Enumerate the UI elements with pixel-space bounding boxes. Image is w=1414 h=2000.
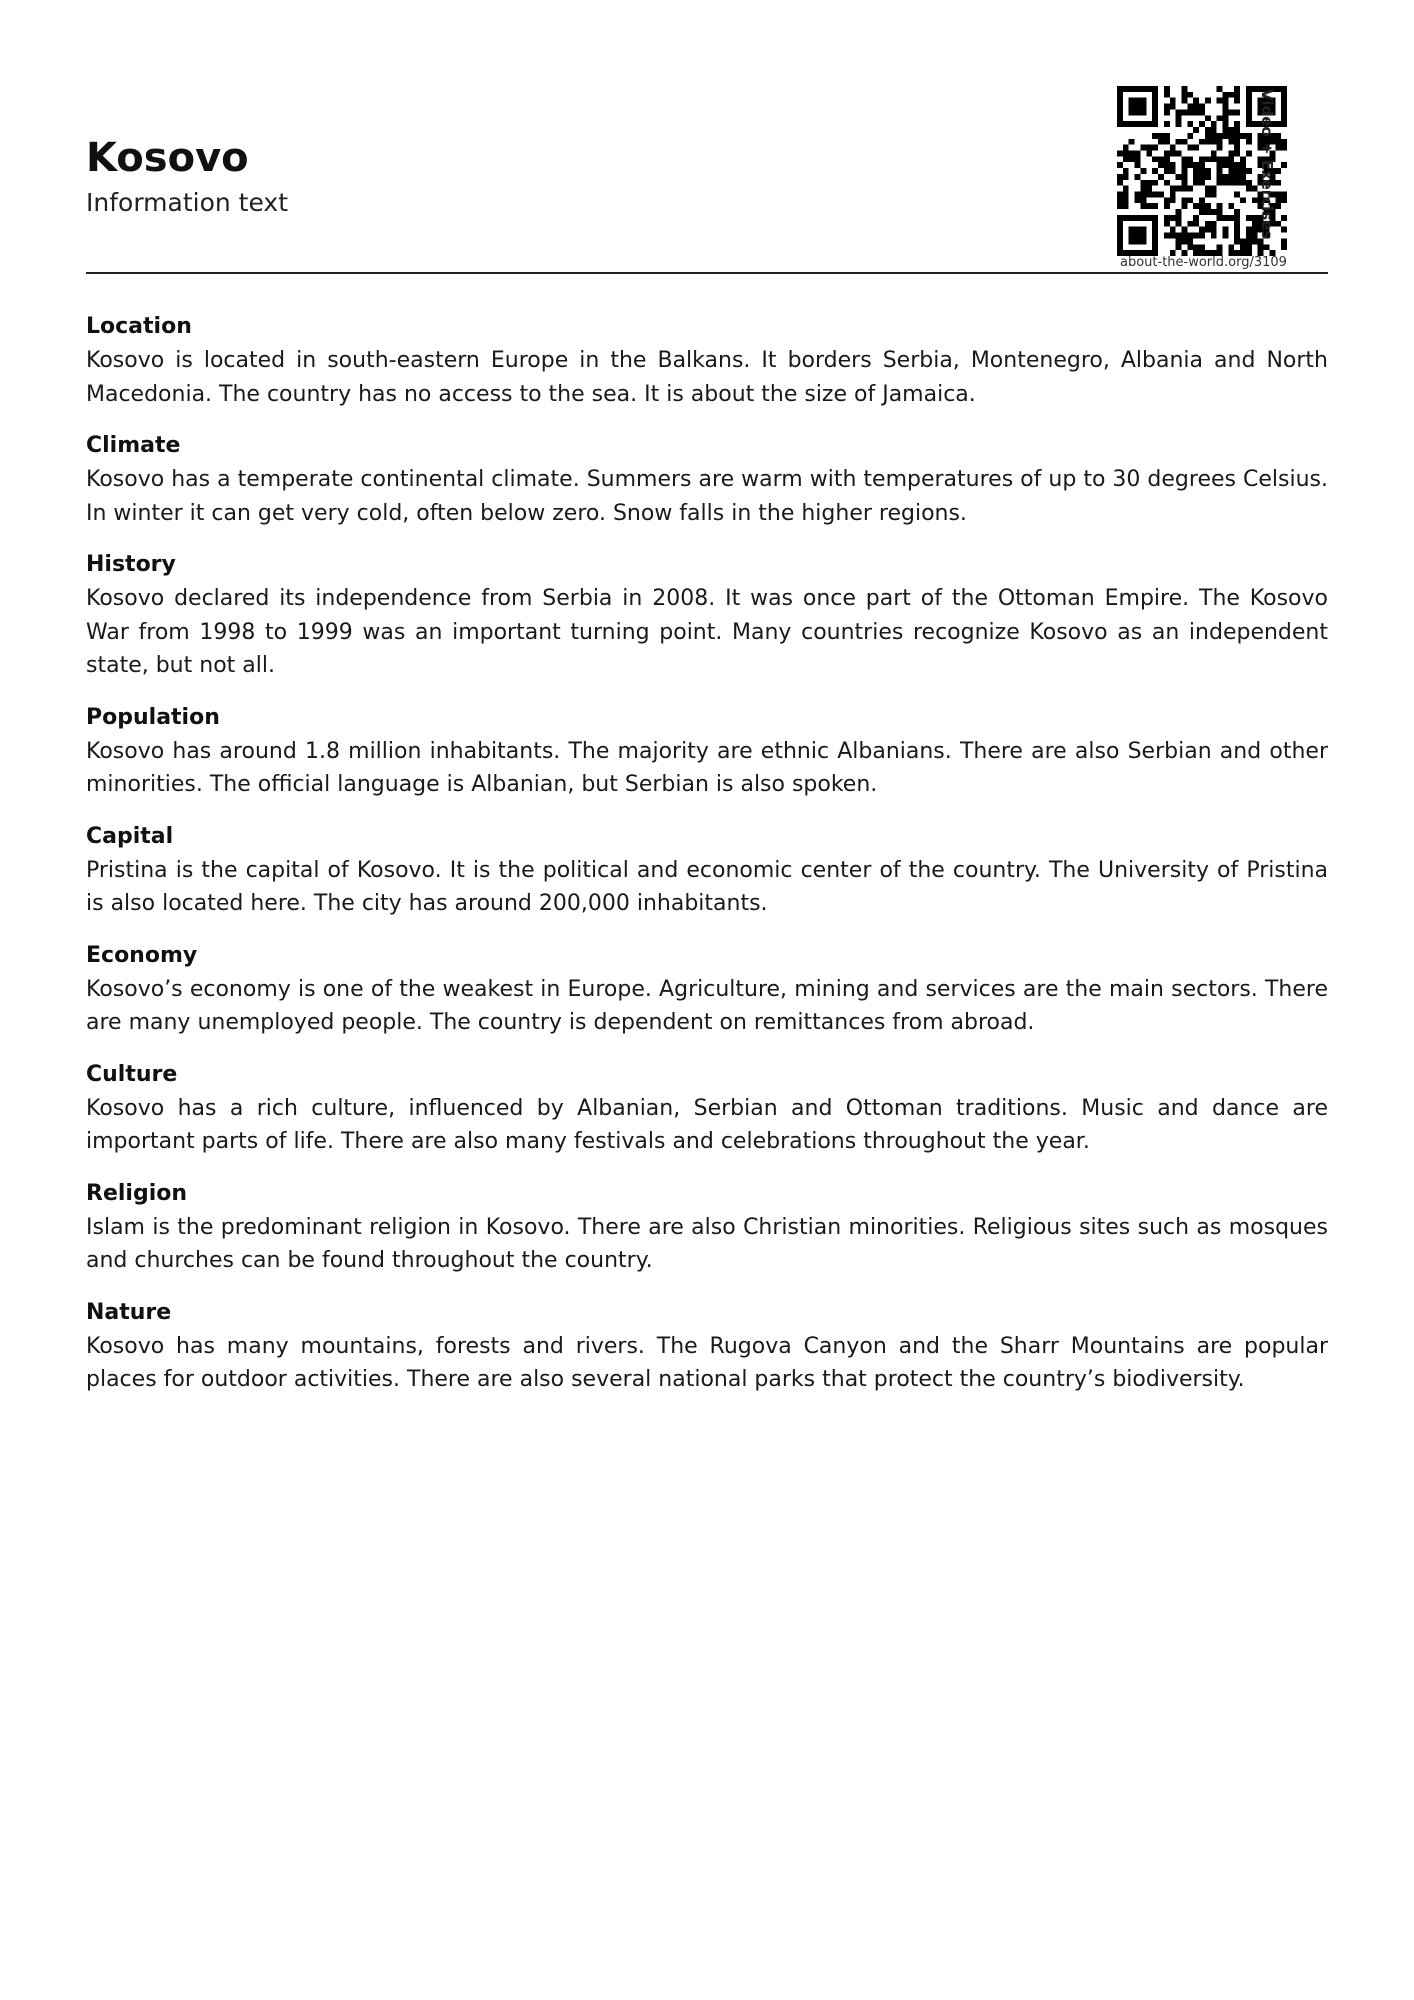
section-text: Islam is the predominant religion in Kosovo. There are also Christian minorities. Religious sites such as mosques and churches can be found throughout the country.: [86, 1214, 1328, 1273]
section-heading: Climate: [86, 433, 181, 458]
page-subtitle: Information text: [86, 188, 289, 217]
header-divider: [86, 272, 1328, 274]
section-capital: [86, 820, 1328, 921]
section-location: [86, 310, 1328, 411]
section-climate: [86, 429, 1328, 530]
qr-url-link[interactable]: about-the-world.org/3109: [1120, 255, 1287, 270]
section-economy: [86, 939, 1328, 1040]
section-text: Kosovo has many mountains, forests and rivers. The Rugova Canyon and the Sharr Mountains are popular places for outdoor activities. There are also several national parks that protect the country’s biodiversity.: [86, 1333, 1328, 1392]
section-heading: Economy: [86, 942, 198, 968]
page-title: Kosovo: [86, 135, 249, 181]
section-heading: Location: [86, 314, 192, 339]
section-heading: Religion: [86, 1180, 188, 1206]
section-text: Pristina is the capital of Kosovo. It is the political and economic center of the country. The University of Pristina is also located here. The city has around 200,000 inhabitants.: [86, 857, 1328, 916]
section-text: Kosovo has around 1.8 million inhabitants. The majority are ethnic Albanians. There are also Serbian and other minorities. The official language is Albanian, but Serbian is also spoken.: [86, 738, 1328, 797]
section-text: Kosovo has a temperate continental climate. Summers are warm with temperatures of up to 30 degrees Celsius. In winter it can get very cold, often below zero. Snow falls in the higher regions.: [86, 467, 1328, 526]
qr-side-label: Video + Exercises: [1258, 89, 1276, 240]
section-nature: [86, 1296, 1328, 1397]
section-heading: Nature: [86, 1299, 172, 1325]
section-text: Kosovo declared its independence from Serbia in 2008. It was once part of the Ottoman Empire. The Kosovo War from 1998 to 1999 was an important turning point. Many countries recognize Kosovo as an independent state, but not all.: [86, 586, 1328, 678]
information-content: [86, 310, 1328, 1415]
section-religion: [86, 1177, 1328, 1278]
section-heading: Population: [86, 704, 220, 730]
section-text: Kosovo’s economy is one of the weakest in Europe. Agriculture, mining and services are the main sectors. There are many unemployed people. The country is dependent on remittances from abroad.: [86, 976, 1328, 1035]
section-heading: Capital: [86, 823, 174, 849]
section-text: Kosovo is located in south-eastern Europe in the Balkans. It borders Serbia, Montenegro, Albania and North Macedonia. The country has no access to the sea. It is about the size of Jamaica.: [86, 348, 1328, 407]
section-culture: [86, 1058, 1328, 1159]
section-heading: Culture: [86, 1061, 178, 1087]
section-history: [86, 548, 1328, 683]
section-population: [86, 701, 1328, 802]
section-heading: History: [86, 552, 176, 577]
section-text: Kosovo has a rich culture, influenced by Albanian, Serbian and Ottoman traditions. Music and dance are important parts of life. There are also many festivals and celebrations throughout the year.: [86, 1095, 1328, 1154]
